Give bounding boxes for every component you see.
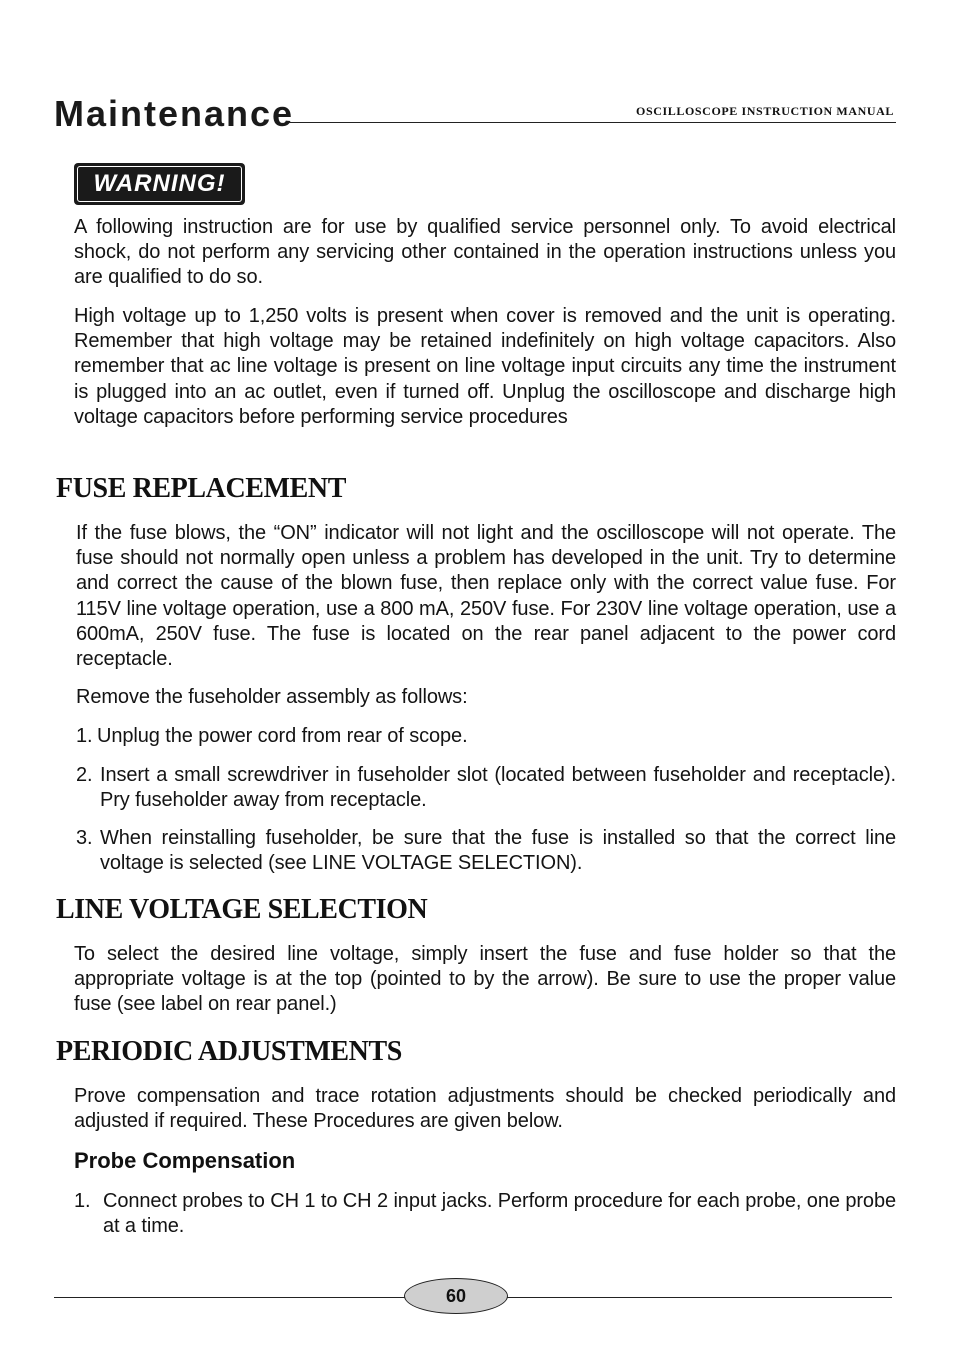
manual-name: OSCILLOSCOPE INSTRUCTION MANUAL [636,104,894,118]
page-number: 60 [404,1278,508,1314]
fuse-replacement-paragraph: If the fuse blows, the “ON” indicator will not light and the oscilloscope will not operate. The fuse should not normally open unless a problem has developed in the unit. Try to determine and correct the cause of the blown fuse, then replace only with the correct value fuse. For 115V line voltage operation, use a 800 mA, 250V fuse. For 230V line voltage operation, use a 600mA, 250V fuse. The fuse is located on the rear panel adjacent to the power cord receptacle. [76,522,896,671]
probe-compensation-heading: Probe Compensation [74,1148,296,1173]
probe-step-1-number: 1. [74,1190,91,1212]
warning-paragraph-2: High voltage up to 1,250 volts is present when cover is removed and the unit is operating. Remember that high voltage may be retained indefinitely on high voltage capacitors. Also remember that ac line voltage is present on line voltage input circuits any time the instrument is plugged into an ac outlet, even if turned off. Unplug the oscilloscope and discharge high voltage capacitors before performing service procedures [74,305,896,428]
periodic-adjustments-heading: PERIODIC ADJUSTMENTS [56,1036,402,1067]
fuse-step-3-text: When reinstalling fuseholder, be sure that the fuse is installed so that the correct line voltage is selected (see LINE VOLTAGE SELECTION). [100,827,896,875]
page-title: Maintenance [54,93,295,134]
line-voltage-paragraph: To select the desired line voltage, simply insert the fuse and fuse holder so that the appropriate voltage is at the top (pointed to by the arrow). Be sure to use the proper value fuse (see label on rear panel.) [74,943,896,1016]
fuse-step-3-number: 3. [76,827,93,849]
footer-rule-left [54,1297,405,1298]
warning-paragraph-1: A following instruction are for use by qualified service personnel only. To avoid electrical shock, do not perform any servicing other contained in the operation instructions unless you are qualified to do so. [74,216,896,289]
probe-step-1-text: Connect probes to CH 1 to CH 2 input jacks. Perform procedure for each probe, one probe at a time. [103,1190,896,1238]
fuse-step-1 [76,724,896,749]
fuse-step-3 [76,826,896,876]
warning-label: WARNING! [93,170,226,197]
periodic-adjustments-paragraph: Prove compensation and trace rotation adjustments should be checked periodically and adjusted if required. These Procedures are given below. [74,1085,896,1133]
fuse-replacement-intro: Remove the fuseholder assembly as follows: [76,686,468,708]
line-voltage-heading: LINE VOLTAGE SELECTION [56,894,428,925]
fuse-step-1-text: Unplug the power cord from rear of scope. [97,725,468,747]
fuse-step-2-number: 2. [76,764,93,786]
fuse-step-2-text: Insert a small screwdriver in fuseholder slot (located between fuseholder and receptacle). Pry fuseholder away from receptacle. [100,764,896,812]
footer-rule-right [507,1297,892,1298]
header-rule [289,122,896,123]
fuse-replacement-heading: FUSE REPLACEMENT [56,473,346,504]
fuse-step-2 [76,763,896,813]
probe-step-1 [74,1189,896,1239]
fuse-step-1-number: 1. [76,725,93,747]
warning-badge [74,163,245,205]
